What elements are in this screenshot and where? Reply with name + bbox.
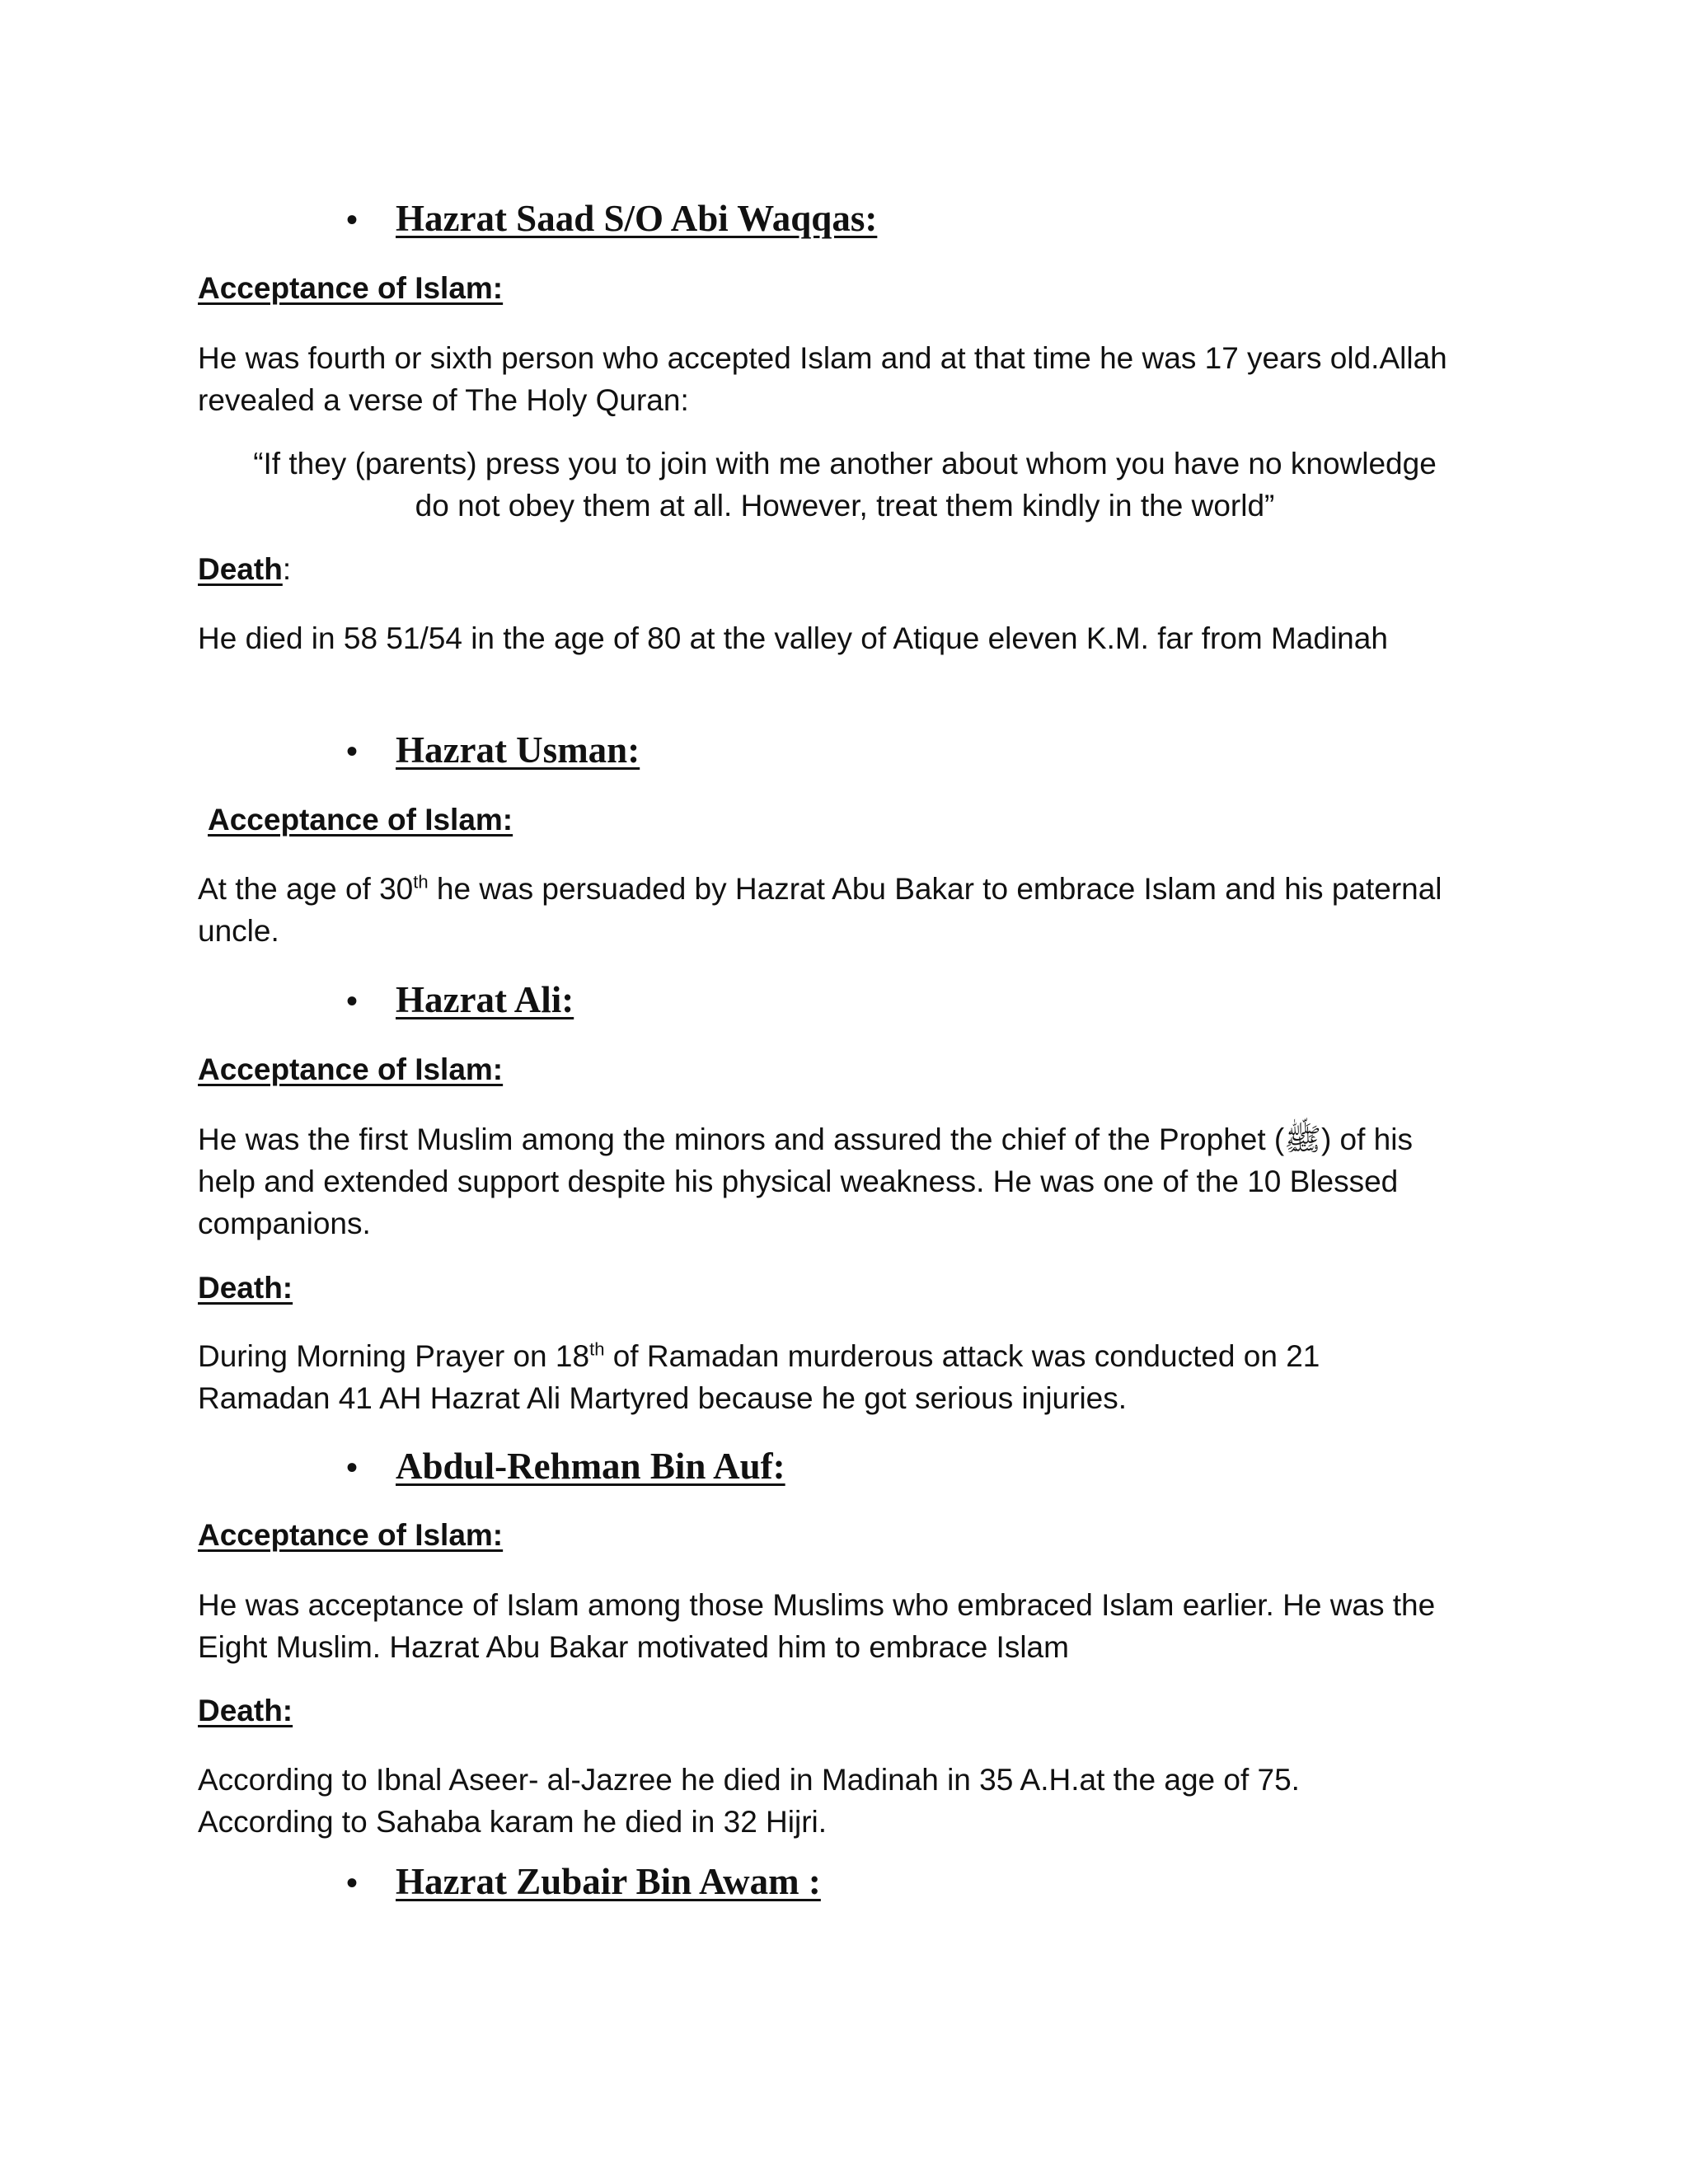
heading-zubair-text: Hazrat Zubair Bin Awam : — [396, 1861, 821, 1902]
paragraph-death-abdul-rehman-line-2: According to Sahaba karam he died in 32 Hijri. — [198, 1805, 828, 1839]
label-acceptance-abdul-rehman-text: Acceptance of Islam: — [198, 1518, 504, 1552]
label-death-saad-text: Death — [198, 552, 283, 586]
bullet-icon: • — [346, 733, 359, 770]
label-death-abdul-rehman — [198, 1692, 293, 1730]
bullet-icon: • — [346, 1864, 359, 1901]
label-death-abdul-rehman-text: Death: — [198, 1694, 293, 1727]
heading-abdul-rehman-text: Abdul-Rehman Bin Auf: — [396, 1446, 785, 1487]
label-acceptance-ali — [198, 1051, 503, 1089]
paragraph-acceptance-abdul-rehman: He was acceptance of Islam among those Muslims who embraced Islam earlier. He was the Eight Muslim. Hazrat Abu Bakar motivated him to embrace Islam — [198, 1588, 1436, 1664]
label-death-saad — [198, 551, 291, 588]
heading-usman — [346, 728, 640, 774]
label-acceptance-usman — [208, 801, 513, 839]
label-acceptance-abdul-rehman — [198, 1516, 503, 1554]
paragraph-acceptance-usman — [198, 868, 1484, 952]
label-death-saad-colon: : — [282, 552, 292, 586]
paragraph-death-saad: He died in 58 51/54 in the age of 80 at the valley of Atique eleven K.M. far from Madinah — [198, 621, 1388, 655]
paragraph-death-ali — [198, 1335, 1451, 1419]
quote-line-1: “If they (parents) press you to join with me another about whom you have no knowledge — [253, 447, 1437, 480]
usman-ordinal-suffix: th — [413, 871, 429, 893]
quote-line-2: do not obey them at all. However, treat them kindly in the world” — [415, 489, 1275, 523]
heading-saad — [346, 196, 877, 242]
label-acceptance-saad — [198, 269, 503, 307]
paragraph-death-abdul-rehman-line-1: According to Ibnal Aseer- al-Jazree he died in Madinah in 35 A.H.at the age of 75. — [198, 1763, 1300, 1797]
heading-zubair — [346, 1859, 821, 1905]
label-acceptance-saad-text: Acceptance of Islam: — [198, 271, 504, 305]
bullet-icon: • — [346, 982, 359, 1019]
usman-text-part-a: At the age of 30 — [198, 872, 414, 906]
bullet-icon: • — [346, 201, 359, 238]
label-death-ali-text: Death: — [198, 1271, 293, 1305]
usman-text-part-b: he was persuaded by Hazrat Abu Bakar to embrace Islam and his paternal uncle. — [198, 872, 1442, 948]
heading-ali-text: Hazrat Ali: — [396, 979, 574, 1020]
label-death-ali — [198, 1269, 293, 1307]
paragraph-acceptance-saad: He was fourth or sixth person who accepted Islam and at that time he was 17 years old.Allah revealed a verse of The Holy Quran: — [198, 341, 1447, 417]
ali-death-part-b: of Ramadan murderous attack was conducted on 21 Ramadan 41 AH Hazrat Ali Martyred because he got serious injuries. — [198, 1339, 1320, 1415]
bullet-icon: • — [346, 1449, 359, 1486]
paragraph-acceptance-ali: He was the first Muslim among the minors and assured the chief of the Prophet (ﷺ) of his help and extended support despite his physical weakness. He was one of the 10 Blessed companions. — [198, 1122, 1413, 1240]
heading-saad-text: Hazrat Saad S/O Abi Waqqas: — [396, 198, 878, 239]
label-acceptance-usman-text: Acceptance of Islam: — [208, 803, 513, 837]
ali-ordinal-suffix: th — [589, 1338, 605, 1360]
heading-usman-text: Hazrat Usman: — [396, 729, 640, 771]
heading-ali — [346, 977, 574, 1024]
label-acceptance-ali-text: Acceptance of Islam: — [198, 1052, 504, 1086]
heading-abdul-rehman — [346, 1444, 785, 1490]
ali-death-part-a: During Morning Prayer on 18 — [198, 1339, 590, 1373]
